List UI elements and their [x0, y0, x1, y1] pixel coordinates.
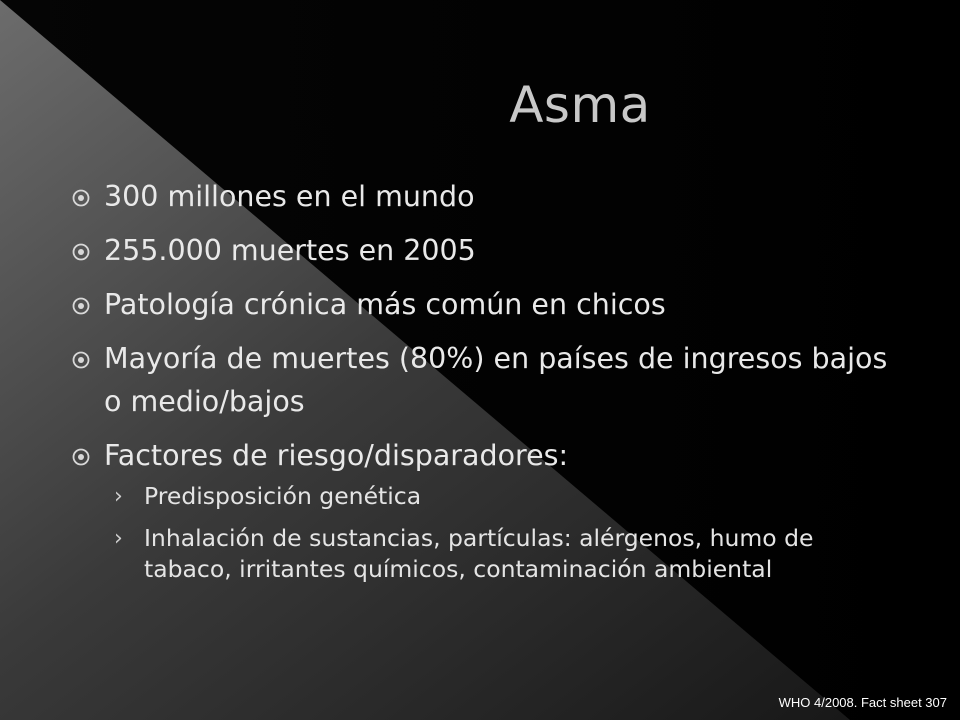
- bullet-list: [72, 175, 892, 596]
- target-bullet-icon: [72, 189, 90, 207]
- bullet-item: [72, 434, 892, 585]
- target-bullet-icon: [72, 297, 90, 315]
- target-bullet-icon: [72, 243, 90, 261]
- bullet-text: Factores de riesgo/disparadores:: [104, 439, 569, 472]
- sub-bullet-item: [104, 481, 892, 512]
- bullet-item: [72, 283, 892, 326]
- bullet-text: 300 millones en el mundo: [104, 180, 475, 213]
- source-footnote: WHO 4/2008. Fact sheet 307: [778, 695, 947, 710]
- sub-bullet-text: Predisposición genética: [144, 482, 422, 510]
- bullet-item: [72, 337, 892, 423]
- sub-bullet-list: [104, 481, 892, 585]
- chevron-right-icon: ›: [114, 484, 123, 509]
- bullet-item: [72, 175, 892, 218]
- bullet-text: Patología crónica más común en chicos: [104, 288, 666, 321]
- slide-title: Asma: [509, 76, 651, 134]
- target-bullet-icon: [72, 448, 90, 466]
- sub-bullet-text: Inhalación de sustancias, partículas: alérgenos, humo de tabaco, irritantes químicos, contaminación ambiental: [144, 524, 814, 583]
- bullet-item: [72, 229, 892, 272]
- chevron-right-icon: ›: [114, 526, 123, 551]
- bullet-text: Mayoría de muertes (80%) en países de ingresos bajos o medio/bajos: [104, 342, 888, 418]
- sub-bullet-item: [104, 523, 892, 585]
- bullet-text: 255.000 muertes en 2005: [104, 234, 476, 267]
- target-bullet-icon: [72, 351, 90, 369]
